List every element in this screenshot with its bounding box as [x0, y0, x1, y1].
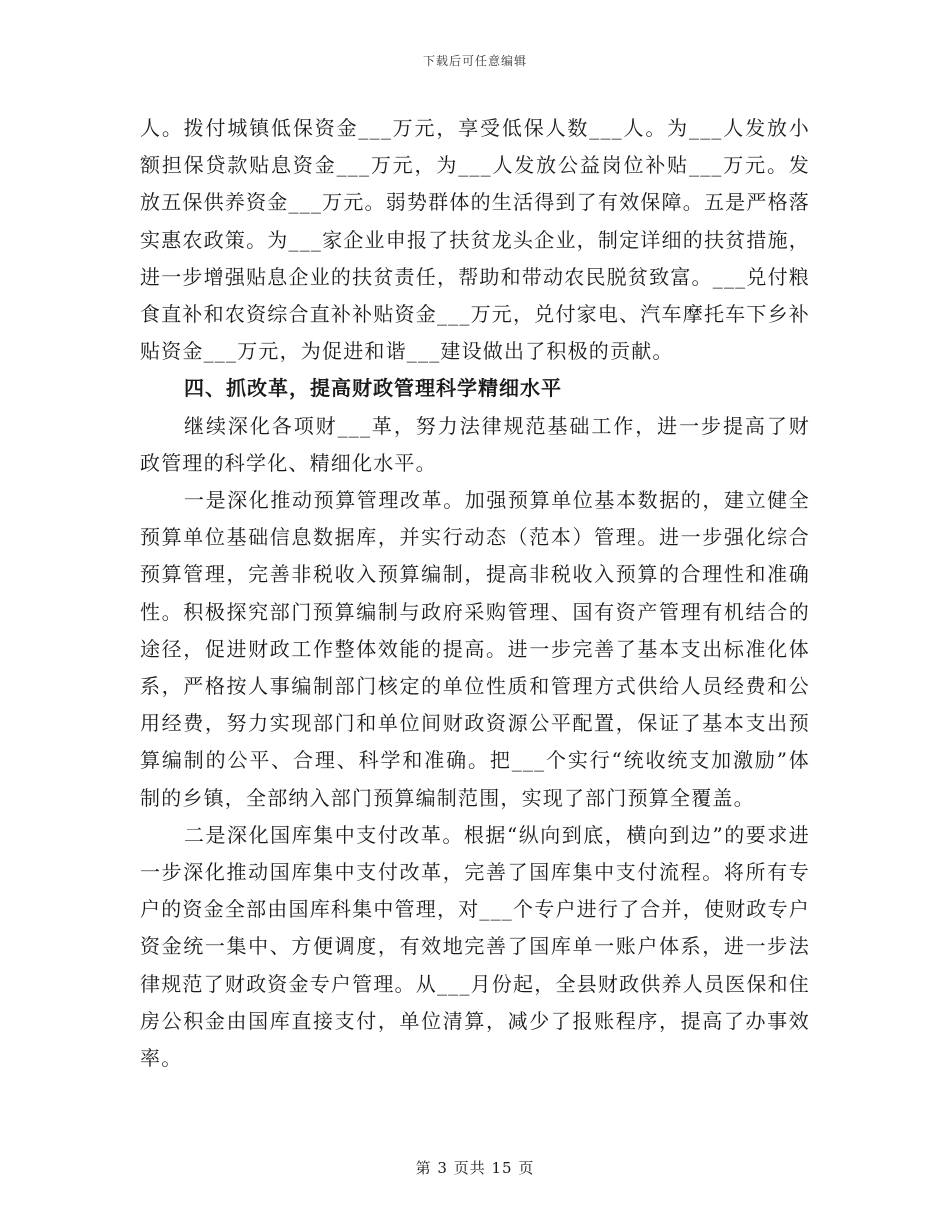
page-footer: 第 3 页共 15 页 [415, 1159, 535, 1177]
paragraph-treasury-reform: 二是深化国库集中支付改革。根据“纵向到底，横向到边”的要求进一步深化推动国库集中支付改革，完善了国库集中支付流程。将所有专户的资金全部由国库科集中管理，对___个专户进行了合并，使财政专户资金统一集中、方便调度，有效地完善了国库单一账户体系，进一步法律规范了财政资金专户管理。从___月份起，全县财政供养人员医保和住房公积金由国库直接支付，单位清算，减少了报账程序，提高了办事效率。 [140, 822, 810, 1071]
page-header: 下载后可任意编辑 [422, 54, 527, 68]
paragraph-budget-reform: 一是深化推动预算管理改革。加强预算单位基本数据的，建立健全预算单位基础信息数据库，并实行动态（范本）管理。进一步强化综合预算管理，完善非税收入预算编制，提高非税收入预算的合理性和准确性。积极探究部门预算编制与政府采购管理、国有资产管理有机结合的途径，促进财政工作整体效能的提高。进一步完善了基本支出标准化体系，严格按人事编制部门核定的单位性质和管理方式供给人员经费和公用经费，努力实现部门和单位间财政资源公平配置，保证了基本支出预算编制的公平、合理、科学和准确。把___个实行“统收统支加激励”体制的乡镇，全部纳入部门预算编制范围，实现了部门预算全覆盖。 [140, 488, 810, 810]
section-heading: 四、抓改革，提高财政管理科学精细水平 [184, 376, 562, 401]
document-body [140, 110, 810, 1077]
paragraph-continuation: 人。拨付城镇低保资金___万元，享受低保人数___人。为___人发放小额担保贷款贴息资金___万元，为___人发放公益岗位补贴___万元。发放五保供养资金___万元。弱势群体的生活得到了有效保障。五是严格落实惠农政策。为___家企业申报了扶贫龙头企业，制定详细的扶贫措施，进一步增强贴息企业的扶贫责任，帮助和带动农民脱贫致富。___兑付粮食直补和农资综合直补补贴资金___万元，兑付家电、汽车摩托车下乡补贴资金___万元，为促进和谐___建设做出了积极的贡献。 [140, 116, 810, 364]
paragraph-intro: 继续深化各项财___革，努力法律规范基础工作，进一步提高了财政管理的科学化、精细化水平。 [140, 413, 810, 475]
